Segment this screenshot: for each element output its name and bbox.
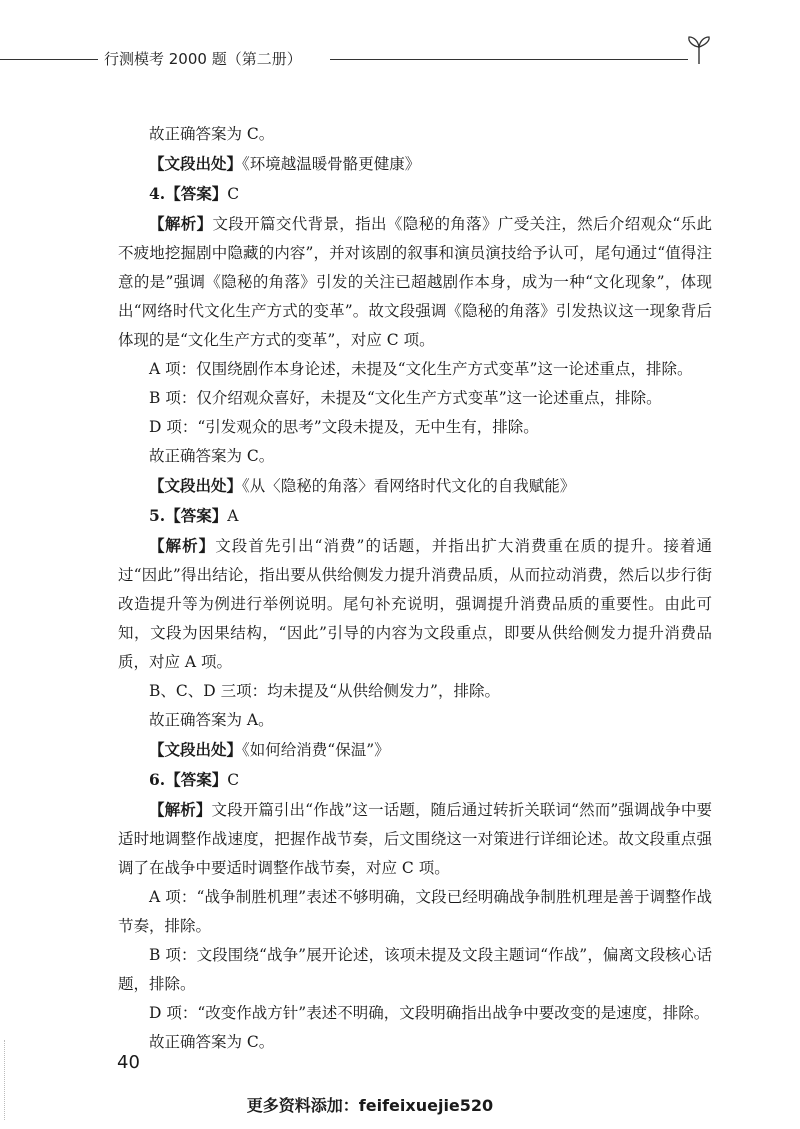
analysis-paragraph — [118, 209, 712, 355]
question-number: 5. — [149, 506, 166, 525]
answer-tag: 【答案】 — [165, 184, 228, 203]
paragraph: B 项：文段围绕“战争”展开论述，该项未提及文段主题词“作战”，偏离文段核心话题，排除。 — [118, 946, 712, 993]
source-line — [118, 471, 712, 501]
answer-line — [118, 179, 712, 209]
paragraph: A 项：“战争制胜机理”表述不够明确，文段已经明确战争制胜机理是善于调整作战节奏，排除。 — [118, 888, 712, 935]
analysis-tag: 【解析】 — [149, 214, 213, 233]
answer-value: C — [227, 771, 240, 789]
paragraph: B 项：仅介绍观众喜好，未提及“文化生产方式变革”这一论述重点，排除。 — [149, 389, 662, 407]
source-line — [118, 735, 712, 765]
answer-tag: 【答案】 — [165, 506, 228, 525]
sprout-icon — [686, 34, 712, 66]
paragraph: 故正确答案为 C。 — [149, 125, 275, 143]
analysis-tag: 【解析】 — [149, 800, 212, 819]
source-tag: 【文段出处】 — [149, 740, 243, 759]
paragraph: D 项：“改变作战方针”表述不明确，文段明确指出战争中要改变的是速度，排除。 — [149, 1004, 710, 1022]
footer-note — [0, 1093, 800, 1116]
paragraph: 故正确答案为 C。 — [149, 447, 275, 465]
paragraph: A 项：仅围绕剧作本身论述，未提及“文化生产方式变革”这一论述重点，排除。 — [149, 360, 693, 378]
source-tag: 【文段出处】 — [149, 154, 243, 173]
page-number: 40 — [117, 1052, 140, 1073]
answer-line — [118, 501, 712, 531]
answer-value: A — [227, 507, 239, 525]
question-number: 6. — [149, 770, 166, 789]
scan-artifact — [4, 1040, 7, 1120]
source-title: 《从〈隐秘的角落〉看网络时代文化的自我赋能》 — [242, 477, 576, 495]
source-tag: 【文段出处】 — [149, 476, 243, 495]
source-title: 《环境越温暖骨骼更健康》 — [242, 155, 421, 173]
paragraph: B、C、D 三项：均未提及“从供给侧发力”，排除。 — [149, 682, 500, 700]
source-title: 《如何给消费“保温”》 — [242, 741, 390, 759]
analysis-text: 文段开篇交代背景，指出《隐秘的角落》广受关注，然后介绍观众“乐此不疲地挖掘剧中隐藏的内容”，并对该剧的叙事和演员演技给予认可，尾句通过“值得注意的是”强调《隐秘的角落》引发的关注已超越剧作本身，成为一种“文化现象”，体现出“网络时代文化生产方式的变革”。故文段强调《隐秘的角落》引发热议这一现象背后体现的是“文化生产方式的变革”，对应 C 项。 — [118, 215, 712, 349]
header-rule-right — [330, 59, 688, 60]
analysis-text: 文段首先引出“消费”的话题，并指出扩大消费重在质的提升。接着通过“因此”得出结论，指出要从供给侧发力提升消费品质，从而拉动消费，然后以步行街改造提升等为例进行举例说明。尾句补充说明，强调提升消费品质的重要性。由此可知，文段为因果结构，“因此”引导的内容为文段重点，即要从供给侧发力提升消费品质，对应 A 项。 — [118, 537, 712, 671]
analysis-paragraph — [118, 531, 712, 677]
paragraph: D 项：“引发观众的思考”文段未提及，无中生有，排除。 — [149, 418, 539, 436]
answer-value: C — [227, 185, 240, 203]
document-body — [118, 120, 712, 1057]
header-rule-left — [0, 59, 98, 60]
source-line — [118, 149, 712, 179]
paragraph: 故正确答案为 A。 — [149, 711, 274, 729]
analysis-text: 文段开篇引出“作战”这一话题，随后通过转折关联词“然而”强调战争中要适时地调整作战速度，把握作战节奏，后文围绕这一对策进行详细论述。故文段重点强调了在战争中要适时调整作战节奏，对应 C 项。 — [118, 801, 712, 877]
answer-line — [118, 765, 712, 795]
running-title: 行测模考 2000 题（第二册） — [104, 50, 302, 68]
footer-text: 更多资料添加：feifeixuejie520 — [246, 1096, 494, 1115]
paragraph: 故正确答案为 C。 — [149, 1033, 275, 1051]
question-number: 4. — [149, 184, 166, 203]
answer-tag: 【答案】 — [165, 770, 228, 789]
analysis-paragraph — [118, 795, 712, 883]
analysis-tag: 【解析】 — [149, 536, 216, 555]
running-header — [0, 40, 800, 80]
